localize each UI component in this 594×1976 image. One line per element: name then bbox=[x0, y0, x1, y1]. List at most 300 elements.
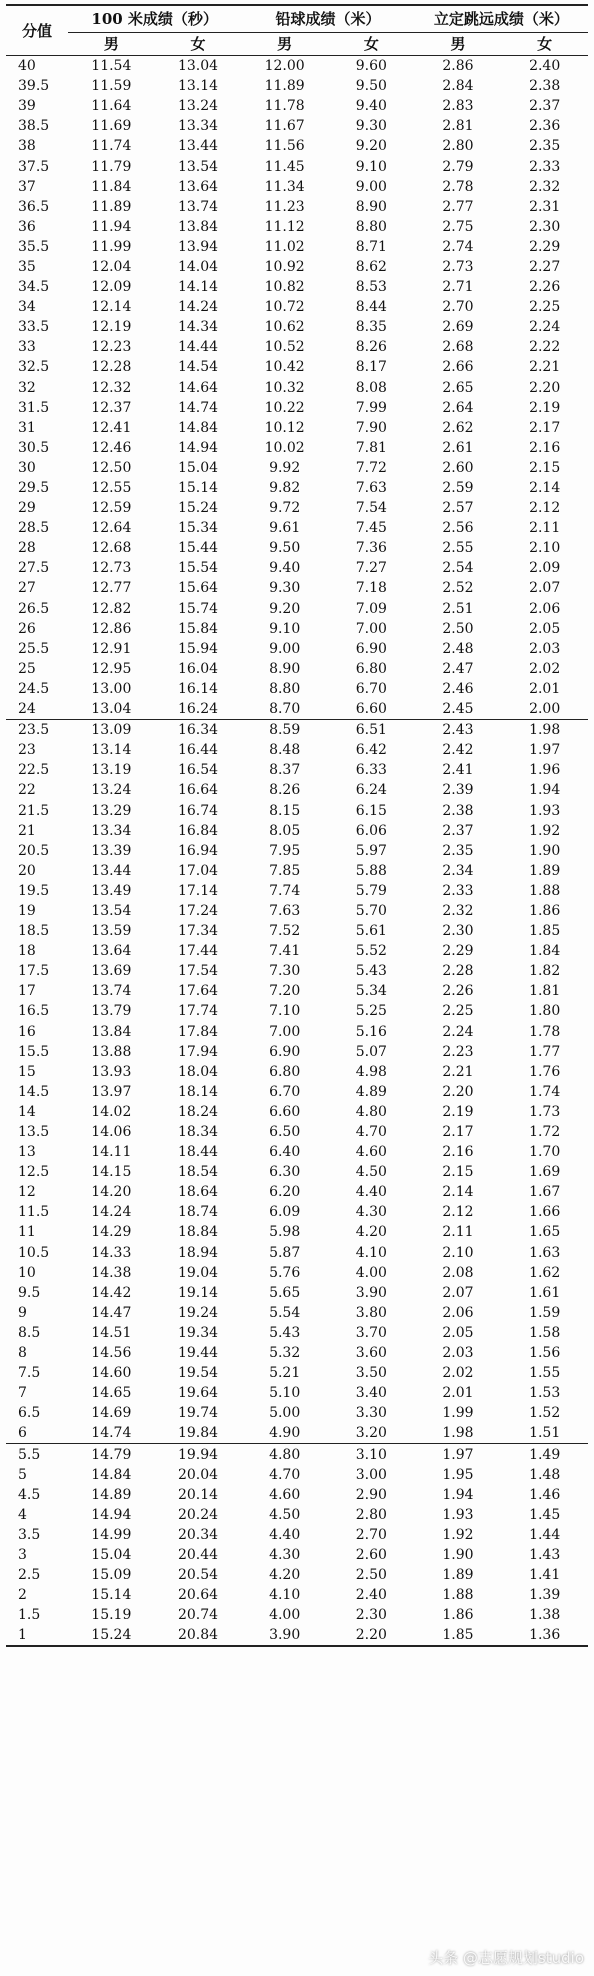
score-cell: 9.5 bbox=[18, 1284, 41, 1301]
run100-female-cell: 13.94 bbox=[177, 238, 219, 255]
shot-put-male-cell: 5.54 bbox=[269, 1304, 301, 1321]
long-jump-male-cell: 2.30 bbox=[442, 923, 474, 940]
long-jump-female-cell: 1.46 bbox=[529, 1486, 561, 1503]
long-jump-female-cell: 2.19 bbox=[529, 399, 561, 416]
long-jump-female-cell: 1.86 bbox=[529, 902, 561, 919]
table-row bbox=[6, 941, 588, 961]
table-row bbox=[6, 1283, 588, 1303]
shot-put-female-cell: 6.24 bbox=[355, 782, 387, 799]
run100-male-cell: 11.64 bbox=[91, 98, 132, 115]
run100-male-cell: 14.33 bbox=[91, 1244, 132, 1261]
long-jump-female-cell: 2.12 bbox=[529, 500, 561, 517]
shot-put-male-cell: 10.22 bbox=[264, 399, 305, 416]
long-jump-female-header: 女 bbox=[501, 33, 588, 56]
shot-put-male-cell: 9.20 bbox=[269, 600, 301, 617]
run100-female-cell: 15.14 bbox=[177, 480, 219, 497]
run100-male-cell: 12.19 bbox=[91, 319, 132, 336]
long-jump-male-cell: 2.29 bbox=[442, 943, 474, 960]
score-cell: 8 bbox=[18, 1345, 27, 1362]
shot-put-female-cell: 9.30 bbox=[355, 118, 387, 135]
shot-put-female-cell: 5.16 bbox=[355, 1023, 387, 1040]
shot-put-male-cell: 6.30 bbox=[269, 1164, 301, 1181]
shot-put-female-cell: 5.34 bbox=[355, 983, 387, 1000]
long-jump-female-cell: 1.39 bbox=[529, 1587, 561, 1604]
run100-female-cell: 18.04 bbox=[177, 1063, 219, 1080]
long-jump-male-cell: 2.64 bbox=[442, 399, 474, 416]
run100-male-cell: 14.29 bbox=[91, 1224, 132, 1241]
table-row bbox=[6, 518, 588, 538]
run100-female-cell: 15.64 bbox=[177, 580, 219, 597]
shot-put-male-cell: 8.59 bbox=[241, 720, 328, 741]
shot-put-male-cell: 5.76 bbox=[269, 1264, 301, 1281]
long-jump-male-cell: 2.20 bbox=[442, 1083, 474, 1100]
run100-male-cell: 12.73 bbox=[91, 560, 132, 577]
long-jump-female-cell: 1.63 bbox=[529, 1244, 561, 1261]
table-row bbox=[6, 1263, 588, 1283]
long-jump-female-cell: 1.49 bbox=[501, 1444, 588, 1465]
score-cell: 35.5 bbox=[18, 238, 50, 255]
shot-put-female-cell: 8.35 bbox=[355, 319, 387, 336]
long-jump-female-cell: 1.88 bbox=[529, 882, 561, 899]
shot-put-male-cell: 5.98 bbox=[269, 1224, 301, 1241]
long-jump-male-cell: 2.55 bbox=[442, 540, 474, 557]
shot-put-male-cell: 6.80 bbox=[269, 1063, 301, 1080]
run100-male-cell: 13.29 bbox=[91, 802, 132, 819]
long-jump-male-cell: 2.47 bbox=[442, 660, 474, 677]
run100-female-cell: 14.34 bbox=[177, 319, 219, 336]
shot-put-male-cell: 7.95 bbox=[269, 842, 301, 859]
run100-male-cell: 11.59 bbox=[91, 78, 132, 95]
long-jump-female-cell: 1.51 bbox=[529, 1425, 561, 1442]
shot-put-female-cell: 6.51 bbox=[328, 720, 415, 741]
long-jump-male-cell: 2.12 bbox=[442, 1204, 474, 1221]
score-cell: 7.5 bbox=[18, 1365, 41, 1382]
run100-female-cell: 16.44 bbox=[177, 742, 219, 759]
run100-male-cell: 12.50 bbox=[91, 459, 132, 476]
shot-put-male-cell: 9.72 bbox=[269, 500, 301, 517]
score-cell: 11.5 bbox=[18, 1204, 50, 1221]
shot-put-male-cell: 6.50 bbox=[269, 1124, 301, 1141]
score-cell: 20 bbox=[18, 862, 36, 879]
score-cell: 24 bbox=[18, 701, 36, 718]
shot-put-male-cell: 8.15 bbox=[269, 802, 301, 819]
shot-put-male-cell: 10.42 bbox=[264, 359, 305, 376]
shot-put-male-cell: 11.12 bbox=[264, 218, 305, 235]
table-row bbox=[6, 1343, 588, 1363]
run100-male-cell: 13.00 bbox=[91, 680, 132, 697]
long-jump-male-cell: 2.51 bbox=[442, 600, 474, 617]
score-cell: 14.5 bbox=[18, 1083, 50, 1100]
run100-male-cell: 11.79 bbox=[91, 158, 132, 175]
run100-male-cell: 13.19 bbox=[91, 762, 132, 779]
long-jump-male-cell: 1.90 bbox=[442, 1546, 474, 1563]
run100-male-cell: 14.65 bbox=[91, 1385, 132, 1402]
run100-male-cell: 13.79 bbox=[91, 1003, 132, 1020]
run100-female-cell: 17.94 bbox=[177, 1043, 219, 1060]
shot-put-male-cell: 4.40 bbox=[269, 1526, 301, 1543]
long-jump-female-cell: 1.38 bbox=[529, 1607, 561, 1624]
shot-put-female-cell: 8.71 bbox=[355, 238, 387, 255]
shot-put-female-cell: 8.08 bbox=[355, 379, 387, 396]
table-row bbox=[6, 1565, 588, 1585]
long-jump-male-cell: 2.80 bbox=[442, 138, 474, 155]
long-jump-male-cell: 2.10 bbox=[442, 1244, 474, 1261]
score-cell: 36 bbox=[18, 218, 36, 235]
run100-male-cell: 13.09 bbox=[68, 720, 155, 741]
score-cell: 24.5 bbox=[18, 680, 50, 697]
shot-put-female-cell: 2.60 bbox=[355, 1546, 387, 1563]
shot-put-male-cell: 5.43 bbox=[269, 1324, 301, 1341]
long-jump-male-cell: 2.21 bbox=[442, 1063, 474, 1080]
long-jump-female-cell: 1.55 bbox=[529, 1365, 561, 1382]
long-jump-female-cell: 2.24 bbox=[529, 319, 561, 336]
long-jump-male-cell: 2.08 bbox=[442, 1264, 474, 1281]
long-jump-header: 立定跳远成绩（米） bbox=[415, 5, 588, 33]
run100-male-cell: 13.04 bbox=[91, 701, 132, 718]
run100-female-cell: 15.54 bbox=[177, 560, 219, 577]
shot-put-male-cell: 5.10 bbox=[269, 1385, 301, 1402]
shot-put-female-cell: 2.50 bbox=[355, 1567, 387, 1584]
run100-female-cell: 17.64 bbox=[177, 983, 219, 1000]
table-row bbox=[6, 780, 588, 800]
run100-male-cell: 15.14 bbox=[91, 1587, 132, 1604]
run100-male-cell: 12.04 bbox=[91, 258, 132, 275]
run100-male-cell: 13.93 bbox=[91, 1063, 132, 1080]
table-row bbox=[6, 1605, 588, 1625]
shot-put-male-cell: 3.90 bbox=[241, 1625, 328, 1646]
run100-male-cell: 12.82 bbox=[91, 600, 132, 617]
table-row bbox=[6, 538, 588, 558]
long-jump-male-cell: 2.46 bbox=[442, 680, 474, 697]
run100-male-cell: 13.69 bbox=[91, 963, 132, 980]
score-cell: 32.5 bbox=[18, 359, 50, 376]
table-row bbox=[6, 720, 588, 741]
long-jump-female-cell: 1.90 bbox=[529, 842, 561, 859]
long-jump-male-cell: 2.81 bbox=[442, 118, 474, 135]
long-jump-male-cell: 2.03 bbox=[442, 1345, 474, 1362]
score-cell: 37.5 bbox=[18, 158, 50, 175]
long-jump-female-cell: 1.96 bbox=[529, 762, 561, 779]
score-cell: 30 bbox=[18, 459, 36, 476]
run100-male-cell: 14.47 bbox=[91, 1304, 132, 1321]
run100-female-cell: 16.14 bbox=[177, 680, 219, 697]
shot-put-male-cell: 11.02 bbox=[264, 238, 305, 255]
shot-put-female-cell: 9.40 bbox=[355, 98, 387, 115]
table-row bbox=[6, 1545, 588, 1565]
shot-put-female-cell: 5.25 bbox=[355, 1003, 387, 1020]
shot-put-female-cell: 4.30 bbox=[355, 1204, 387, 1221]
run100-female-cell: 19.54 bbox=[177, 1365, 219, 1382]
score-cell: 14 bbox=[18, 1103, 36, 1120]
shot-put-female-cell: 7.27 bbox=[355, 560, 387, 577]
shot-put-female-cell: 4.89 bbox=[355, 1083, 387, 1100]
shot-put-male-cell: 11.45 bbox=[264, 158, 305, 175]
run100-male-cell: 13.59 bbox=[91, 923, 132, 940]
long-jump-female-cell: 2.22 bbox=[529, 339, 561, 356]
run100-female-cell: 19.84 bbox=[177, 1425, 219, 1442]
run100-male-cell: 14.02 bbox=[91, 1103, 132, 1120]
shot-put-female-cell: 2.40 bbox=[355, 1587, 387, 1604]
shot-put-male-cell: 9.30 bbox=[269, 580, 301, 597]
table-row bbox=[6, 1062, 588, 1082]
long-jump-female-cell: 2.25 bbox=[529, 299, 561, 316]
long-jump-female-cell: 1.84 bbox=[529, 943, 561, 960]
score-cell: 4.5 bbox=[18, 1486, 41, 1503]
run100-female-cell: 15.74 bbox=[177, 600, 219, 617]
score-cell: 8.5 bbox=[18, 1324, 41, 1341]
run100-female-cell: 14.74 bbox=[177, 399, 219, 416]
table-row bbox=[6, 1122, 588, 1142]
long-jump-male-cell: 2.60 bbox=[442, 459, 474, 476]
long-jump-female-cell: 2.20 bbox=[529, 379, 561, 396]
shot-put-female-cell: 4.60 bbox=[355, 1144, 387, 1161]
long-jump-male-cell: 1.95 bbox=[442, 1466, 474, 1483]
run100-female-cell: 14.04 bbox=[177, 258, 219, 275]
shot-put-female-cell: 7.36 bbox=[355, 540, 387, 557]
run100-female-cell: 17.24 bbox=[177, 902, 219, 919]
run100-female-cell: 19.44 bbox=[177, 1345, 219, 1362]
table-row bbox=[6, 578, 588, 598]
shot-put-female-cell: 5.79 bbox=[355, 882, 387, 899]
run100-female-cell: 13.14 bbox=[177, 78, 219, 95]
score-cell: 23 bbox=[18, 742, 36, 759]
long-jump-male-cell: 2.45 bbox=[442, 701, 474, 718]
shot-put-male-cell: 5.65 bbox=[269, 1284, 301, 1301]
shot-put-female-cell: 3.10 bbox=[328, 1444, 415, 1465]
long-jump-male-cell: 2.33 bbox=[442, 882, 474, 899]
long-jump-female-cell: 1.66 bbox=[529, 1204, 561, 1221]
run100-male-cell: 12.59 bbox=[91, 500, 132, 517]
long-jump-male-cell: 2.78 bbox=[442, 178, 474, 195]
table-row bbox=[6, 861, 588, 881]
shot-put-female-cell: 3.30 bbox=[355, 1405, 387, 1422]
long-jump-female-cell: 1.93 bbox=[529, 802, 561, 819]
score-cell: 27.5 bbox=[18, 560, 50, 577]
shot-put-male-cell: 6.60 bbox=[269, 1103, 301, 1120]
table-row bbox=[6, 800, 588, 820]
table-row bbox=[6, 277, 588, 297]
run100-female-cell: 16.54 bbox=[177, 762, 219, 779]
run100-female-cell: 18.74 bbox=[177, 1204, 219, 1221]
shot-put-female-cell: 6.42 bbox=[355, 742, 387, 759]
shot-put-female-cell: 6.33 bbox=[355, 762, 387, 779]
score-cell: 20.5 bbox=[18, 842, 50, 859]
run100-male-cell: 12.41 bbox=[91, 419, 132, 436]
long-jump-male-cell: 2.48 bbox=[442, 640, 474, 657]
long-jump-female-cell: 2.30 bbox=[529, 218, 561, 235]
shot-put-male-cell: 4.60 bbox=[269, 1486, 301, 1503]
long-jump-female-cell: 1.73 bbox=[529, 1103, 561, 1120]
shot-put-male-cell: 6.09 bbox=[269, 1204, 301, 1221]
shot-put-male-cell: 7.85 bbox=[269, 862, 301, 879]
shot-put-male-cell: 8.48 bbox=[269, 742, 301, 759]
score-cell: 12 bbox=[18, 1184, 36, 1201]
run100-male-cell: 15.24 bbox=[68, 1625, 155, 1646]
shot-put-female-cell: 6.06 bbox=[355, 822, 387, 839]
long-jump-male-cell: 2.62 bbox=[442, 419, 474, 436]
shot-put-female-cell: 7.54 bbox=[355, 500, 387, 517]
run100-male-cell: 14.74 bbox=[91, 1425, 132, 1442]
long-jump-male-cell: 1.92 bbox=[442, 1526, 474, 1543]
run100-male-cell: 14.56 bbox=[91, 1345, 132, 1362]
long-jump-female-cell: 1.61 bbox=[529, 1284, 561, 1301]
long-jump-female-cell: 2.32 bbox=[529, 178, 561, 195]
shot-put-male-cell: 8.90 bbox=[269, 660, 301, 677]
long-jump-female-cell: 2.29 bbox=[529, 238, 561, 255]
table-row bbox=[6, 1525, 588, 1545]
run100-female-cell: 16.34 bbox=[155, 720, 242, 741]
score-cell: 32 bbox=[18, 379, 36, 396]
shot-put-male-cell: 10.62 bbox=[264, 319, 305, 336]
long-jump-female-cell: 2.00 bbox=[529, 701, 561, 718]
run100-female-cell: 15.94 bbox=[177, 640, 219, 657]
shot-put-male-cell: 10.12 bbox=[264, 419, 305, 436]
score-cell: 26.5 bbox=[18, 600, 50, 617]
run100-female-header: 女 bbox=[155, 33, 242, 56]
score-cell: 36.5 bbox=[18, 198, 50, 215]
long-jump-female-cell: 2.15 bbox=[529, 459, 561, 476]
score-cell: 13 bbox=[18, 1144, 36, 1161]
run100-male-cell: 12.77 bbox=[91, 580, 132, 597]
shot-put-male-cell: 10.82 bbox=[264, 279, 305, 296]
score-cell: 5 bbox=[18, 1466, 27, 1483]
shot-put-male-cell: 4.20 bbox=[269, 1567, 301, 1584]
table-row bbox=[6, 56, 588, 77]
long-jump-male-cell: 1.85 bbox=[415, 1625, 502, 1646]
long-jump-male-cell: 2.41 bbox=[442, 762, 474, 779]
run100-male-cell: 13.74 bbox=[91, 983, 132, 1000]
run100-female-cell: 19.94 bbox=[155, 1444, 242, 1465]
table-row bbox=[6, 821, 588, 841]
score-cell: 26 bbox=[18, 620, 36, 637]
shot-put-male-cell: 11.34 bbox=[264, 178, 305, 195]
run100-male-cell: 14.99 bbox=[91, 1526, 132, 1543]
shot-put-male-cell: 4.90 bbox=[269, 1425, 301, 1442]
score-cell: 34 bbox=[18, 299, 36, 316]
shot-put-female-cell: 4.80 bbox=[355, 1103, 387, 1120]
score-cell: 6.5 bbox=[18, 1405, 41, 1422]
shot-put-male-cell: 7.00 bbox=[269, 1023, 301, 1040]
long-jump-male-cell: 1.99 bbox=[442, 1405, 474, 1422]
score-cell: 37 bbox=[18, 178, 36, 195]
long-jump-male-cell: 2.66 bbox=[442, 359, 474, 376]
table-row bbox=[6, 378, 588, 398]
run100-male-cell: 12.14 bbox=[91, 299, 132, 316]
long-jump-female-cell: 2.09 bbox=[529, 560, 561, 577]
long-jump-male-cell: 2.06 bbox=[442, 1304, 474, 1321]
table-row bbox=[6, 458, 588, 478]
table-row bbox=[6, 1383, 588, 1403]
shot-put-male-cell: 7.52 bbox=[269, 923, 301, 940]
long-jump-female-cell: 1.59 bbox=[529, 1304, 561, 1321]
score-cell: 29.5 bbox=[18, 480, 50, 497]
table-row bbox=[6, 921, 588, 941]
run100-male-cell: 12.46 bbox=[91, 439, 132, 456]
run100-male-cell: 11.94 bbox=[91, 218, 132, 235]
score-cell: 16 bbox=[18, 1023, 36, 1040]
score-cell: 22.5 bbox=[18, 762, 50, 779]
score-cell: 38 bbox=[18, 138, 36, 155]
run100-female-cell: 20.54 bbox=[177, 1567, 219, 1584]
run100-female-cell: 20.84 bbox=[155, 1625, 242, 1646]
table-row bbox=[6, 1142, 588, 1162]
long-jump-female-cell: 2.40 bbox=[529, 58, 561, 75]
run100-female-cell: 19.14 bbox=[177, 1284, 219, 1301]
run100-male-cell: 13.64 bbox=[91, 943, 132, 960]
shot-put-female-cell: 7.90 bbox=[355, 419, 387, 436]
shot-put-male-cell: 8.05 bbox=[269, 822, 301, 839]
shot-put-male-cell: 7.74 bbox=[269, 882, 301, 899]
long-jump-male-cell: 2.38 bbox=[442, 802, 474, 819]
run100-male-cell: 14.20 bbox=[91, 1184, 132, 1201]
run100-female-cell: 14.64 bbox=[177, 379, 219, 396]
shot-put-female-cell: 9.20 bbox=[355, 138, 387, 155]
long-jump-male-cell: 2.24 bbox=[442, 1023, 474, 1040]
run100-male-cell: 11.89 bbox=[91, 198, 132, 215]
long-jump-female-cell: 1.98 bbox=[501, 720, 588, 741]
run100-female-cell: 14.54 bbox=[177, 359, 219, 376]
long-jump-female-cell: 1.81 bbox=[529, 983, 561, 1000]
run100-female-cell: 18.54 bbox=[177, 1164, 219, 1181]
table-row bbox=[6, 1505, 588, 1525]
table-row bbox=[6, 1625, 588, 1646]
table-row bbox=[6, 599, 588, 619]
run100-male-cell: 12.95 bbox=[91, 660, 132, 677]
shot-put-male-cell: 12.00 bbox=[264, 58, 305, 75]
table-row bbox=[6, 1182, 588, 1202]
table-row bbox=[6, 639, 588, 659]
shot-put-male-cell: 6.20 bbox=[269, 1184, 301, 1201]
run100-female-cell: 20.74 bbox=[177, 1607, 219, 1624]
run100-male-cell: 13.34 bbox=[91, 822, 132, 839]
table-row bbox=[6, 136, 588, 156]
run100-male-cell: 13.88 bbox=[91, 1043, 132, 1060]
score-cell: 6 bbox=[18, 1425, 27, 1442]
run100-male-cell: 11.69 bbox=[91, 118, 132, 135]
shot-put-female-header: 女 bbox=[328, 33, 415, 56]
shot-put-female-cell: 9.60 bbox=[355, 58, 387, 75]
long-jump-female-cell: 2.02 bbox=[529, 660, 561, 677]
score-cell: 28.5 bbox=[18, 520, 50, 537]
shot-put-male-cell: 4.80 bbox=[241, 1444, 328, 1465]
table-row bbox=[6, 257, 588, 277]
shot-put-female-cell: 6.90 bbox=[355, 640, 387, 657]
score-cell: 25.5 bbox=[18, 640, 50, 657]
shot-put-male-cell: 11.67 bbox=[264, 118, 305, 135]
long-jump-male-cell: 2.34 bbox=[442, 862, 474, 879]
score-cell: 33.5 bbox=[18, 319, 50, 336]
long-jump-male-cell: 2.43 bbox=[415, 720, 502, 741]
shot-put-male-cell: 7.10 bbox=[269, 1003, 301, 1020]
table-row bbox=[6, 659, 588, 679]
long-jump-male-cell: 2.57 bbox=[442, 500, 474, 517]
run100-header: 100 米成绩（秒） bbox=[68, 5, 241, 33]
long-jump-female-cell: 1.58 bbox=[529, 1324, 561, 1341]
table-row bbox=[6, 116, 588, 136]
shot-put-female-cell: 4.70 bbox=[355, 1124, 387, 1141]
table-row bbox=[6, 981, 588, 1001]
table-row bbox=[6, 438, 588, 458]
long-jump-female-cell: 2.14 bbox=[529, 480, 561, 497]
long-jump-female-cell: 2.03 bbox=[529, 640, 561, 657]
run100-male-cell: 11.54 bbox=[91, 58, 132, 75]
run100-female-cell: 16.04 bbox=[177, 660, 219, 677]
shot-put-female-cell: 8.53 bbox=[355, 279, 387, 296]
shot-put-female-cell: 5.43 bbox=[355, 963, 387, 980]
run100-female-cell: 18.34 bbox=[177, 1124, 219, 1141]
table-body bbox=[6, 56, 588, 1647]
long-jump-female-cell: 2.16 bbox=[529, 439, 561, 456]
